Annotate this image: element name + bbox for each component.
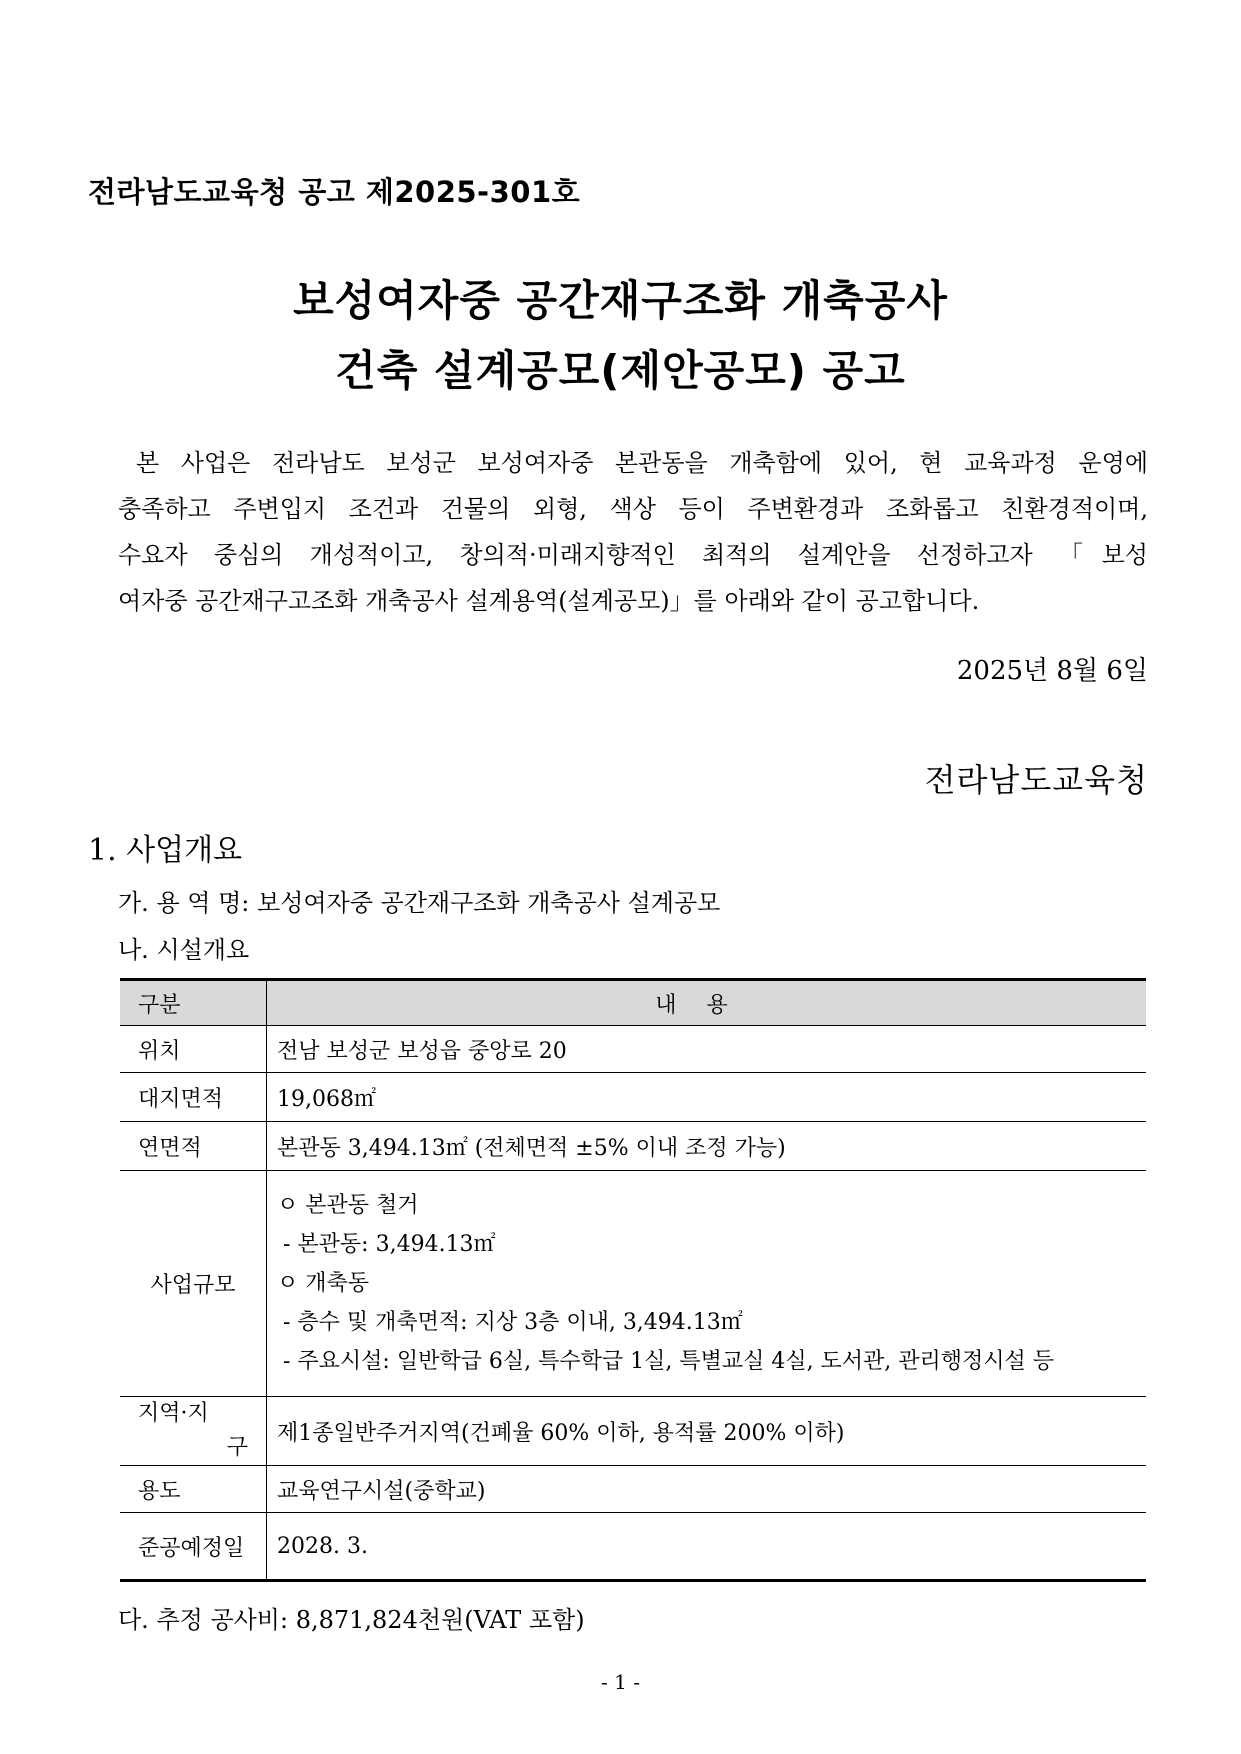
section-heading: 1. 사업개요 [88,833,243,868]
table-row [120,1073,1146,1122]
table-row [120,1026,1146,1073]
intro-line: 수요자 중심의 개성적이고, 창의적·미래지향적인 최적의 설계안을 선정하고자 「보성 [118,541,1148,569]
list-item: ㅇ 개축동 [277,1271,370,1296]
row-label: 용도 [120,1466,267,1513]
intro-line: 충족하고 주변입지 조건과 건물의 외형, 색상 등이 주변환경과 조화롭고 친환경적이며, [118,495,1148,523]
table-row [120,1397,1146,1466]
table-row [120,1171,1146,1397]
row-value: 교육연구시설(중학교) [267,1466,1147,1513]
row-label: 위치 [120,1026,267,1073]
facility-table [120,978,1146,1582]
estimated-cost-item: 다. 추정 공사비: 8,871,824천원(VAT 포함) [118,1606,585,1634]
table-row [120,1513,1146,1581]
row-value: 전남 보성군 보성읍 중앙로 20 [267,1026,1147,1073]
table-header-content: 내용 [267,980,1147,1026]
row-value: 2028. 3. [267,1513,1147,1581]
table-header-category: 구분 [120,980,267,1026]
page-title-line1: 보성여자중 공간재구조화 개축공사 [293,276,948,325]
page-number: - 1 - [601,1670,640,1694]
row-value: 19,068㎡ [267,1073,1147,1122]
row-label [120,1397,267,1466]
page-title-line2: 건축 설계공모(제안공모) 공고 [335,346,906,395]
notice-date: 2025년 8월 6일 [956,656,1148,686]
list-item: ㅇ 본관동 철거 [277,1193,419,1218]
scale-list [267,1171,1147,1397]
table-row [120,1122,1146,1171]
list-item: - 본관동: 3,494.13㎡ [283,1232,496,1257]
table-header-row [120,980,1146,1026]
row-label-line: 지역·지 [138,1401,209,1426]
service-name-item: 가. 용 역 명: 보성여자중 공간재구조화 개축공사 설계공모 [118,889,721,917]
list-item: - 층수 및 개축면적: 지상 3층 이내, 3,494.13㎡ [283,1310,743,1335]
row-label: 대지면적 [120,1073,267,1122]
intro-line: 본 사업은 전라남도 보성군 보성여자중 본관동을 개축함에 있어, 현 교육과정 운영에 [136,449,1148,477]
notice-number: 전라남도교육청 공고 제2025-301호 [88,175,581,209]
row-label-line: 구 [226,1435,248,1460]
row-label: 사업규모 [120,1171,267,1397]
facility-overview-item: 나. 시설개요 [118,936,250,964]
issuer-name: 전라남도교육청 [924,761,1148,799]
row-value: 본관동 3,494.13㎡ (전체면적 ±5% 이내 조정 가능) [267,1122,1147,1171]
list-item: - 주요시설: 일반학급 6실, 특수학급 1실, 특별교실 4실, 도서관, 관리행정시설 등 [283,1349,1055,1374]
row-value: 제1종일반주거지역(건폐율 60% 이하, 용적률 200% 이하) [267,1397,1147,1466]
intro-paragraph [118,440,1148,624]
intro-line: 여자중 공간재구고조화 개축공사 설계용역(설계공모)」를 아래와 같이 공고합니다. [118,587,980,615]
row-label: 연면적 [120,1122,267,1171]
row-label: 준공예정일 [120,1513,267,1581]
table-row [120,1466,1146,1513]
